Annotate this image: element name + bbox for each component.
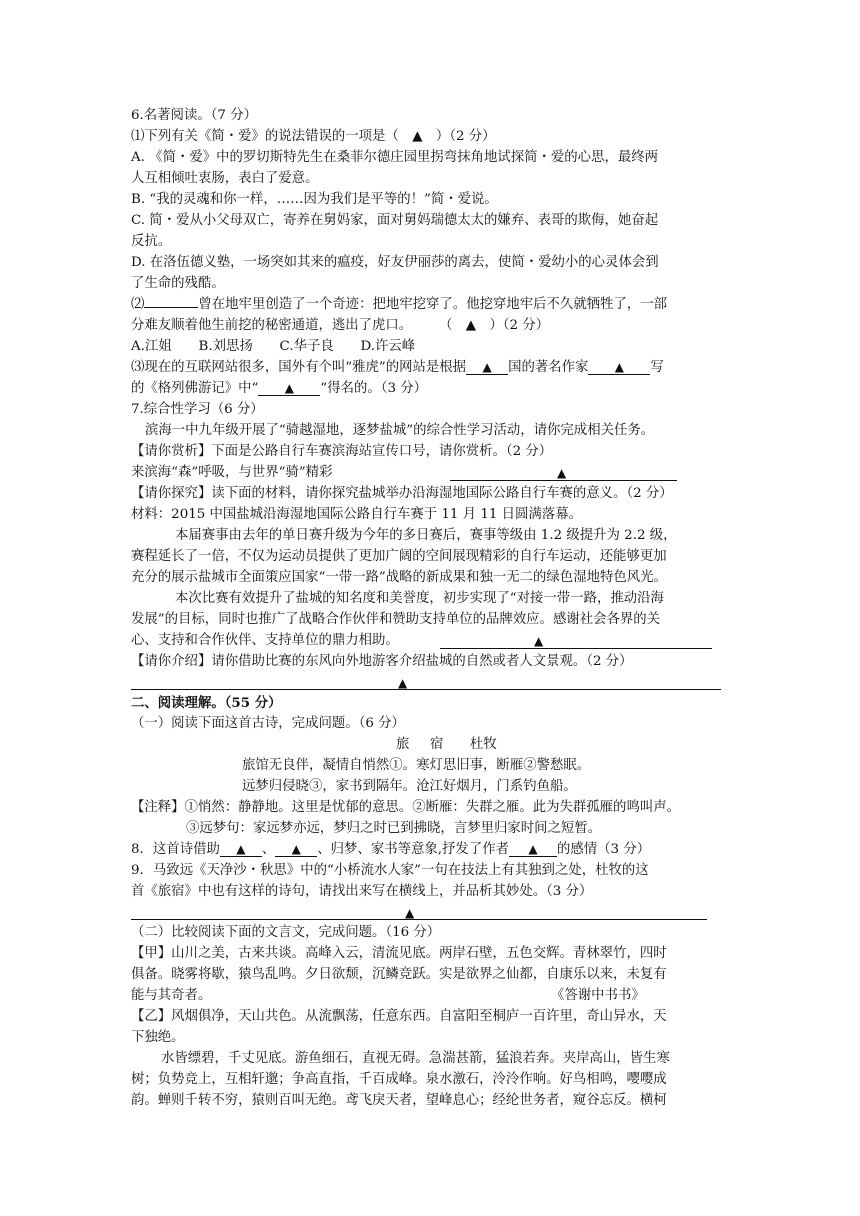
q6-2-stem: ⑵ 曾在地牢里创造了一个奇迹：把地牢挖穿了。他挖穿地牢后不久就牺牲了，一部 — [131, 297, 668, 312]
answer-blank[interactable]: ▲ — [509, 842, 557, 857]
q7-task-explore: 【请你探究】读下面的材料，请你探究盐城举办沿海湿地国际公路自行车赛的意义。（2 分） — [131, 486, 673, 501]
text-jia-line-1: 【甲】山川之美，古来共谈。高峰入云，清流见底。两岸石壁，五色交辉。青林翠竹，四时 — [131, 946, 667, 961]
poem-line-2: 远梦归侵晓③，家书到隔年。沧江好烟月，门系钓鱼船。 — [242, 779, 577, 794]
text-yi-p2-line-1: 水皆缥碧，千丈见底。游鱼细石，直视无碍。急湍甚箭，猛浪若奔。夹岸高山，皆生寒 — [161, 1051, 670, 1066]
q6-3-stem: ⑶现在的互联网站很多，国外有个叫“雅虎”的网站是根据 ▲ 国的著名作家 ▲ 写 — [131, 360, 664, 375]
answer-blank[interactable]: ▲ — [588, 360, 650, 375]
answer-marker: ▲ — [534, 634, 544, 648]
poem-notes: 【注释】①悄然：静静地。这里是忧郁的意思。②断雁：失群之雁。此为失群孤雁的鸣叫声。 — [131, 800, 681, 815]
poem-title: 旅 宿 — [396, 737, 445, 752]
q6-1-option-a-cont: 人互相倾吐衷肠，表白了爱意。 — [131, 171, 319, 186]
q6-3-stem-cont: 的《格列佛游记》中“ ▲ ”得名的。（3 分） — [131, 381, 428, 396]
answer-line[interactable] — [131, 689, 721, 690]
q6-heading: 6.名著阅读。（7 分） — [131, 108, 257, 123]
q7-slogan: 来滨海“森”呼吸，与世界“骑”精彩 — [131, 465, 333, 480]
q6-1-option-c-cont: 反抗。 — [131, 234, 172, 249]
answer-marker: ▲ — [398, 676, 408, 690]
answer-line[interactable] — [131, 919, 707, 920]
answer-blank[interactable]: ▲ — [466, 360, 508, 375]
q6-1-option-c: C. 简・爱从小父母双亡，寄养在舅妈家，面对舅妈瑞德太太的嫌弃、表哥的欺侮，她奋起 — [131, 213, 659, 228]
q7-material-p1-cont2: 充分的展示盐城市全面策应国家“一带一路”战略的新成果和独一无二的绿色湿地特色风光。 — [131, 570, 667, 585]
answer-marker: ▲ — [405, 906, 415, 920]
q7-material-p2: 本次比赛有效提升了盐城的知名度和美誉度，初步实现了“对接一带一路，推动沿海 — [175, 591, 664, 606]
q7-task-introduce: 【请你介绍】请你借助比赛的东风向外地游客介绍盐城的自然或者人文景观。（2 分） — [131, 654, 633, 669]
answer-blank[interactable]: ▲ — [258, 381, 320, 396]
q6-2-options: A.江姐 B.刘思扬 C.华子良 D.许云峰 — [131, 339, 416, 354]
poem-author: 杜牧 — [470, 737, 497, 752]
q9-stem-cont: 首《旅宿》中也有这样的诗句，请找出来写在横线上，并品析其妙处。（3 分） — [131, 884, 593, 899]
answer-marker: ▲ — [557, 466, 567, 480]
q7-intro: 滨海一中九年级开展了“骑越湿地，逐梦盐城”的综合性学习活动，请你完成相关任务。 — [145, 423, 655, 438]
text-yi-p2-line-2: 树；负势竞上，互相轩邈；争高直指，千百成峰。泉水激石，泠泠作响。好鸟相鸣，嘤嘤成 — [131, 1072, 667, 1087]
answer-line[interactable] — [440, 648, 712, 649]
q8-stem: 8．这首诗借助 ▲ 、 ▲ 、归梦、家书等意象,抒发了作者 ▲ 的感情（3 分） — [131, 842, 651, 857]
q7-task-appreciate: 【请你赏析】下面是公路自行车赛滨海站宣传口号，请你赏析。（2 分） — [131, 444, 553, 459]
section-2-heading: 二、阅读理解。（55 分） — [131, 695, 282, 711]
q7-heading: 7.综合性学习（6 分） — [131, 402, 264, 417]
answer-blank[interactable] — [144, 307, 198, 308]
q7-material-intro: 材料：2015 中国盐城沿海湿地国际公路自行车赛于 11 月 11 日圆满落幕。 — [131, 507, 582, 522]
text-jia-line-3: 能与其奇者。 — [131, 988, 212, 1003]
q9-stem: 9．马致远《天净沙・秋思》中的“小桥流水人家”一句在技法上有其独到之处，杜牧的这 — [131, 863, 649, 878]
q6-1-option-a: A. 《简・爱》中的罗切斯特先生在桑菲尔德庄园里拐弯抹角地试探简・爱的心思，最终两 — [131, 150, 659, 165]
text-yi-line-2: 下独绝。 — [131, 1030, 185, 1045]
q7-material-p2-cont2: 心、支持和合作伙伴、支持单位的鼎力相助。 — [131, 633, 399, 648]
text-yi-p2-line-3: 韵。蝉则千转不穷，猿则百叫无绝。鸢飞戾天者，望峰息心；经纶世务者，窥谷忘反。横柯 — [131, 1093, 667, 1108]
q6-1-option-b: B. “我的灵魂和你一样，……因为我们是平等的！”简・爱说。 — [131, 192, 498, 207]
text-yi-line-1: 【乙】风烟俱净，天山共色。从流飘荡，任意东西。自富阳至桐庐一百许里，奇山异水，天 — [131, 1009, 667, 1024]
q6-2-stem-cont: 分难友顺着他生前挖的秘密通道，逃出了虎口。 （ ▲ ）（2 分） — [131, 318, 550, 333]
answer-blank[interactable]: ▲ — [275, 842, 317, 857]
q7-material-p1: 本届赛事由去年的单日赛升级为今年的多日赛后，赛事等级由 1.2 级提升为 2.2 级， — [175, 528, 677, 543]
q6-1-option-d: D. 在洛伍德义塾，一场突如其来的瘟疫，好友伊丽莎的离去，使简・爱幼小的心灵体会到 — [131, 255, 659, 270]
part-1-heading: （一）阅读下面这首古诗，完成问题。（6 分） — [131, 716, 405, 731]
text-jia-line-2: 俱备。晓雾将歇，猿鸟乱鸣。夕日欲颓，沉鳞竞跃。实是欲界之仙都，自康乐以来，未复有 — [131, 967, 667, 982]
answer-blank[interactable]: ▲ — [220, 842, 262, 857]
q6-1-option-d-cont: 了生命的残酷。 — [131, 276, 225, 291]
part-2-heading: （二）比较阅读下面的文言文，完成问题。（16 分） — [131, 925, 441, 940]
poem-notes-cont: ③远梦句：家远梦亦远，梦归之时已到拂晓，言梦里归家时间之短暂。 — [186, 821, 602, 836]
q7-material-p1-cont: 赛程延长了一倍，不仅为运动员提供了更加广阔的空间展现精彩的自行车运动，还能够更加 — [131, 549, 667, 564]
poem-line-1: 旅馆无良伴，凝情自悄然①。寒灯思旧事，断雁②警愁眠。 — [242, 758, 591, 773]
q6-1-stem: ⑴下列有关《简・爱》的说法错误的一项是（ ▲ ）（2 分） — [131, 129, 496, 144]
text-jia-source: 《答谢中书书》 — [551, 988, 645, 1003]
q7-material-p2-cont: 发展”的目标，同时也推广了战略合作伙伴和赞助支持单位的品牌效应。感谢社会各界的关 — [131, 612, 661, 627]
